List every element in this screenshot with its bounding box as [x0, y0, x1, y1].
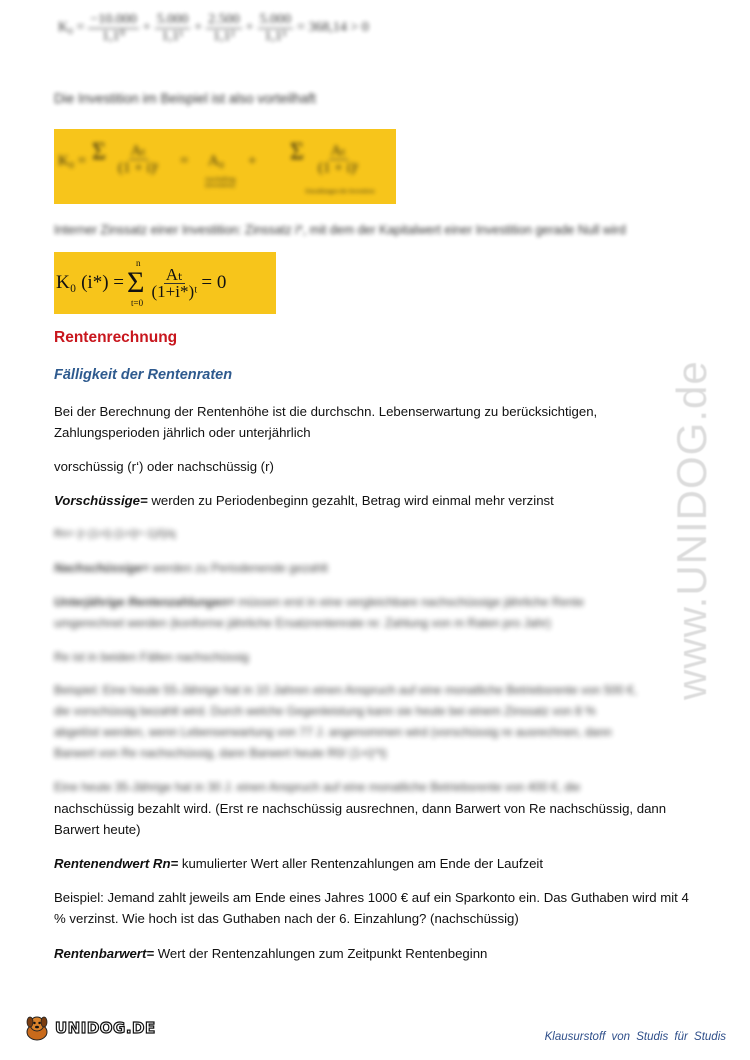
formula1-term1-den: 1,1⁰	[102, 28, 126, 44]
formula2-num: Aₜ	[130, 143, 146, 159]
subsection-heading: Fälligkeit der Rentenraten	[54, 367, 233, 383]
paragraph-vorschuessig	[54, 490, 724, 511]
formula2-a0-note: Anschaffung (Investition)	[204, 177, 236, 189]
blurred-nachschuessig	[54, 558, 724, 579]
watermark: www.UNIDOG.de	[668, 360, 715, 700]
formula2-plus: +	[248, 153, 257, 169]
paragraph-life-expectancy	[54, 401, 724, 443]
blurred-unterjaehrig	[54, 592, 724, 634]
footer-tagline: Klausurstoff von Studis für Studis	[544, 1031, 726, 1043]
term-rentenendwert: Rentenendwert Rn=	[54, 856, 179, 871]
para4-line3: Barwert heute)	[54, 822, 141, 837]
para6-line1: Beispiel: Jemand zahlt jeweils am Ende eines Jahres 1000 € auf ein Sparkonto ein. Das Guthaben wird mit 4	[54, 890, 689, 905]
formula1-term4-den: 1,1³	[264, 28, 287, 44]
formula1-term3-num: 2.500	[208, 11, 240, 27]
formula1-term3	[206, 12, 242, 45]
sum-symbol-2: Σ	[290, 139, 304, 165]
blurred-example-1	[54, 680, 724, 764]
logo-text: UNIDOG.DE	[55, 1019, 156, 1037]
unidog-logo[interactable]	[22, 1013, 156, 1043]
para1-line2: Zahlungsperioden jährlich oder unterjährlich	[54, 425, 311, 440]
formula2-den2: (1 + i)ᵗ	[318, 160, 359, 176]
blurred-example-2-start: Eine heute 35-Jährige hat in 30 J. einen Anspruch auf eine monatliche Betriebsrente von 400 €, die	[54, 780, 581, 794]
formula2-fraction	[118, 143, 159, 176]
para3-rest: werden zu Periodenbeginn gezahlt, Betrag wird einmal mehr verzinst	[147, 493, 554, 508]
blurred-conclusion-line: Die Investition im Beispiel ist also vorteilhaft	[54, 91, 316, 106]
capital-value-example-formula: K₀ = $\frac{-10.000}{\text{1,1⁰}}$ + $\frac{5.000}{\text{1,1¹}}$ + $\frac{2.500}{\text{1,1²}}$ + $\frac{5.000}{\text{1,1³}}$ = 368,14 > 0	[58, 11, 369, 44]
para7-rest: Wert der Rentenzahlungen zum Zeitpunkt Rentenbeginn	[154, 946, 488, 961]
formula1-term2-num: 5.000	[156, 11, 189, 27]
formula2-num2: Aₜ	[330, 143, 346, 159]
formula2-sum-note: Einzahlungen der Investition	[305, 189, 375, 195]
formula2-a0: A₀	[208, 153, 225, 169]
term-vorschuessig: Vorschüssige=	[54, 493, 148, 508]
dog-mascot-icon	[22, 1013, 52, 1043]
blur-bsp-l1: Beispiel: Eine heute 55-Jährige hat in 10 Jahren einen Anspruch auf eine monatliche Betriebsrente von 500 €,	[54, 683, 638, 697]
blurred-formula: Rn= (r·(1+i)·(1+i)ⁿ−1)/i)/q	[54, 528, 176, 540]
blur-bsp-l2: die vorschüssig bezahlt wird. Durch welche Gegenleistung kann sie heute bei einem Zinssatz von 8 %	[54, 704, 596, 718]
formula1-term2-den: 1,1¹	[161, 28, 184, 44]
irr-formula	[54, 252, 276, 314]
para6-line2: % verzinst. Wie hoch ist das Guthaben nach der 6. Einzahlung? (nachschüssig)	[54, 911, 519, 926]
formula2-lhs: K₀ =	[58, 153, 87, 169]
sum-symbol-3: Σ n t=0	[127, 258, 145, 308]
irr-sum-lower-limit: t=0	[131, 298, 144, 308]
term-unterjaehrig: Unterjährige Rentenzahlungen=	[54, 595, 236, 609]
blur-bsp-l3: abgelöst werden, wenn Lebenserwartung von 77 J. angenommen wird (vorschüssig re ausrechnen, dann	[54, 725, 612, 739]
formula2-fraction-2	[318, 143, 359, 176]
term-rentenbarwert: Rentenbarwert=	[54, 946, 155, 961]
irr-formula-rhs: = 0	[201, 272, 227, 293]
formula1-term1-num: −10.000	[90, 11, 137, 27]
irr-sum-upper-limit: n	[136, 258, 141, 268]
irr-formula-num: Aₜ	[165, 264, 184, 284]
formula1-term2	[155, 12, 191, 45]
formula2-eq: =	[180, 153, 189, 169]
term-nachschuessig: Nachschüssige=	[54, 561, 150, 575]
irr-fraction	[151, 264, 198, 301]
blur-unter-rest1: müssen erst in eine vergleichbare nachschüssige jährliche Rente	[235, 595, 584, 609]
paragraph-example-2-continued	[54, 798, 724, 840]
formula1-lhs: K₀ =	[58, 20, 85, 35]
para1-line1: Bei der Berechnung der Rentenhöhe ist die durchschn. Lebenserwartung zu berücksichtigen,	[54, 404, 598, 419]
irr-formula-den: (1+i*)ᵗ	[151, 281, 198, 301]
irr-formula-lhs: K₀ (i*) =	[56, 272, 124, 293]
formula1-term1	[88, 12, 138, 45]
capital-value-formula-box	[54, 129, 396, 204]
paragraph-rentenbarwert	[54, 943, 724, 964]
blurred-re-note: Re ist in beiden Fällen nachschüssig	[54, 650, 249, 664]
blur-unter-rest2: umgerechnet werden (konforme jährliche Ersatzrentenrate re: Zahlung von m Raten pro Jahr)	[54, 616, 551, 630]
paragraph-rentenendwert	[54, 853, 724, 874]
paragraph-payment-types: vorschüssig (r‘) oder nachschüssig (r)	[54, 459, 274, 474]
capital-value-formula	[58, 135, 394, 201]
blurred-irr-definition: Interner Zinssatz einer Investition: Zinssatz i*, mit dem der Kapitalwert einer Investition gerade Null wird	[54, 223, 626, 237]
formula1-term3-den: 1,1²	[213, 28, 235, 44]
formula1-result: = 368,14 > 0	[297, 20, 369, 35]
formula1-term4-num: 5.000	[259, 11, 292, 27]
section-heading: Rentenrechnung	[54, 329, 178, 346]
formula2-den: (1 + i)ᵗ	[118, 160, 159, 176]
blur-nach-rest: werden zu Periodenende gezahlt	[149, 561, 328, 575]
paragraph-example-3	[54, 887, 724, 929]
blur-bsp-l4: Barwert von Re nachschüssig, dann Barwert heute R0/ (1+i)^t)	[54, 746, 387, 760]
sum-symbol: Σ	[92, 139, 106, 165]
para4-line2: nachschüssig bezahlt wird. (Erst re nachschüssig ausrechnen, dann Barwert von Re nachschüssig, dann	[54, 801, 667, 816]
formula1-term4	[258, 12, 294, 45]
para5-rest: kumulierter Wert aller Rentenzahlungen am Ende der Laufzeit	[178, 856, 544, 871]
